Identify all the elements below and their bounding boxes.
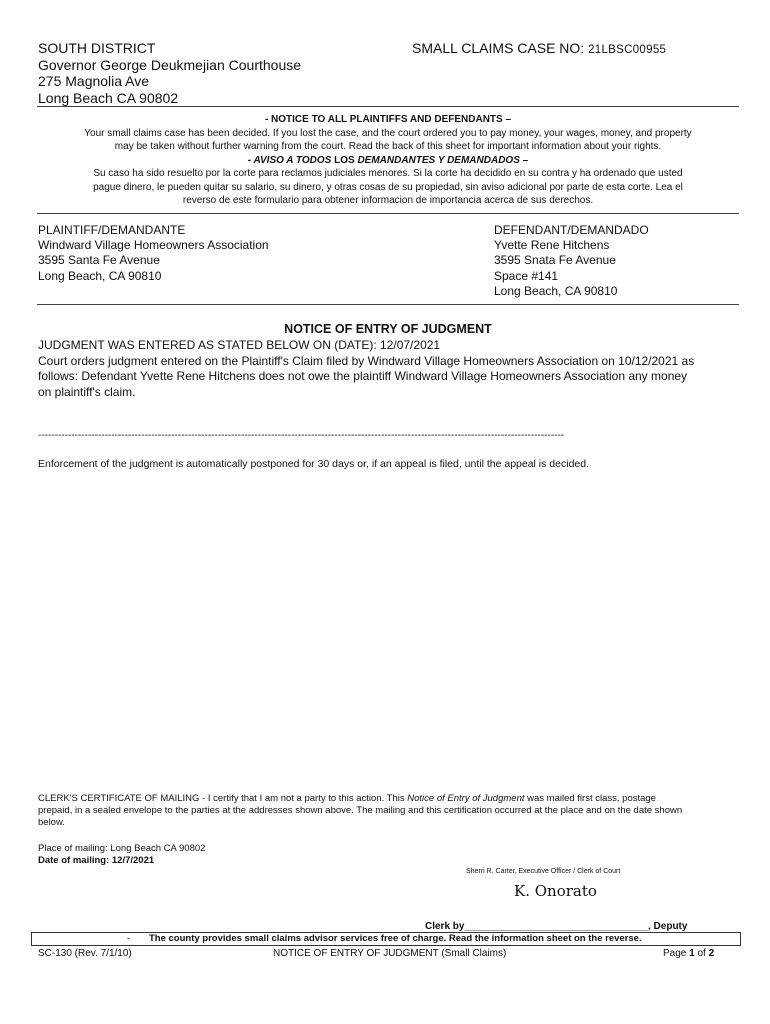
- plaintiff-name: Windward Village Homeowners Association: [38, 238, 269, 253]
- certificate-block: [38, 793, 738, 829]
- plaintiff-block: [38, 223, 269, 284]
- certificate-line: CLERK'S CERTIFICATE OF MAILING - I certify that I am not a party to this action. This Notice of Entry of Judgment was mailed first class, postage: [38, 793, 656, 804]
- divider: [37, 106, 739, 107]
- notice-en-heading: - NOTICE TO ALL PLAINTIFFS AND DEFENDANTS –: [264, 114, 512, 125]
- court-header: [38, 40, 301, 106]
- certificate-line: below.: [38, 817, 65, 828]
- form-number: SC-130 (Rev. 7/1/10): [38, 948, 132, 959]
- divider: [37, 213, 739, 214]
- enforcement-text: Enforcement of the judgment is automatically postponed for 30 days or, if an appeal is filed, until the appeal is decided.: [38, 458, 590, 470]
- judgment-entered: JUDGMENT WAS ENTERED AS STATED BELOW ON (DATE): 12/07/2021: [38, 338, 441, 352]
- court-street: 275 Magnolia Ave: [38, 73, 150, 89]
- clerk-officer: Sherri R. Carter, Executive Officer / Clerk of Court: [466, 868, 621, 875]
- judgment-text-line: follows: Defendant Yvette Rene Hitchens does not owe the plaintiff Windward Village Homeowners Association any money: [38, 369, 688, 383]
- court-district: SOUTH DISTRICT: [38, 40, 156, 56]
- mailing-date: Date of mailing: 12/7/2021: [38, 855, 155, 866]
- judgment-text-line: on plaintiff's claim.: [38, 384, 136, 399]
- clerk-line: Clerk by_________________________________, Deputy: [425, 921, 688, 932]
- plaintiff-label: PLAINTIFF/DEMANDANTE: [38, 223, 186, 237]
- page-number: Page 1 of 2: [663, 948, 715, 959]
- defendant-street: 3595 Snata Fe Avenue: [494, 253, 616, 268]
- form-title: NOTICE OF ENTRY OF JUDGMENT (Small Claims): [273, 948, 507, 959]
- divider: [37, 304, 739, 305]
- notice-es-line: Su caso ha sido resuelto por la corte para reclamos judiciales menores. Si la corte ha decidido en su contra y ha ordenado que usted: [93, 168, 683, 179]
- case-number-block: [412, 40, 666, 56]
- advisor-dash: -: [127, 933, 131, 944]
- certificate-line: prepaid, in a sealed envelope to the parties at the addresses shown above. The mailing and this certification occurred at the place and on the date shown: [38, 805, 683, 816]
- mailing-info: [38, 843, 205, 867]
- plaintiff-street: 3595 Santa Fe Avenue: [38, 253, 160, 268]
- notice-es-line: pague dinero, le pueden quitar su salario, su dinero, y otras cosas de su propiedad, sin aviso adicional por parte de esta corte. Lea el: [93, 181, 683, 193]
- notice-es-heading: - AVISO A TODOS LOS DEMANDANTES Y DEMANDADOS –: [247, 154, 529, 166]
- separator-dashes: --------------------------------------------------------------------------------------------------------------------------------------------------------------: [38, 430, 565, 441]
- notice-en-line: Your small claims case has been decided. If you lost the case, and the court ordered you to pay money, your wages, money, and property: [84, 127, 692, 139]
- defendant-block: [494, 223, 649, 299]
- court-city: Long Beach CA 90802: [38, 89, 179, 106]
- notice-en-line: may be taken without further warning from the court. Read the back of this sheet for important information about your rights.: [114, 141, 662, 152]
- clerk-signature: K. Onorato: [514, 882, 597, 900]
- defendant-unit: Space #141: [494, 268, 559, 283]
- plaintiff-city: Long Beach, CA 90810: [38, 268, 162, 283]
- court-name: Governor George Deukmejian Courthouse: [38, 56, 302, 73]
- judgment-body: [38, 338, 748, 400]
- judgment-text-line: Court orders judgment entered on the Plaintiff's Claim filed by Windward Village Homeowners Association on 10/12/2021 as: [38, 353, 695, 368]
- mailing-place: Place of mailing: Long Beach CA 90802: [38, 843, 206, 854]
- notice-es-line: reverso de este formulario para obtener informacion de importancia acerca de sus derechos.: [182, 195, 594, 206]
- notice-block: [37, 113, 739, 208]
- case-number: 21LBSC00955: [588, 44, 667, 56]
- defendant-city: Long Beach, CA 90810: [494, 283, 618, 298]
- advisor-box: [31, 932, 741, 946]
- case-number-label: SMALL CLAIMS CASE NO:: [412, 40, 585, 56]
- defendant-label: DEFENDANT/DEMANDADO: [494, 223, 649, 237]
- advisor-text: The county provides small claims advisor services free of charge. Read the information sheet on the reverse.: [149, 933, 642, 944]
- judgment-title: NOTICE OF ENTRY OF JUDGMENT: [284, 322, 492, 336]
- defendant-name: Yvette Rene Hitchens: [494, 238, 610, 253]
